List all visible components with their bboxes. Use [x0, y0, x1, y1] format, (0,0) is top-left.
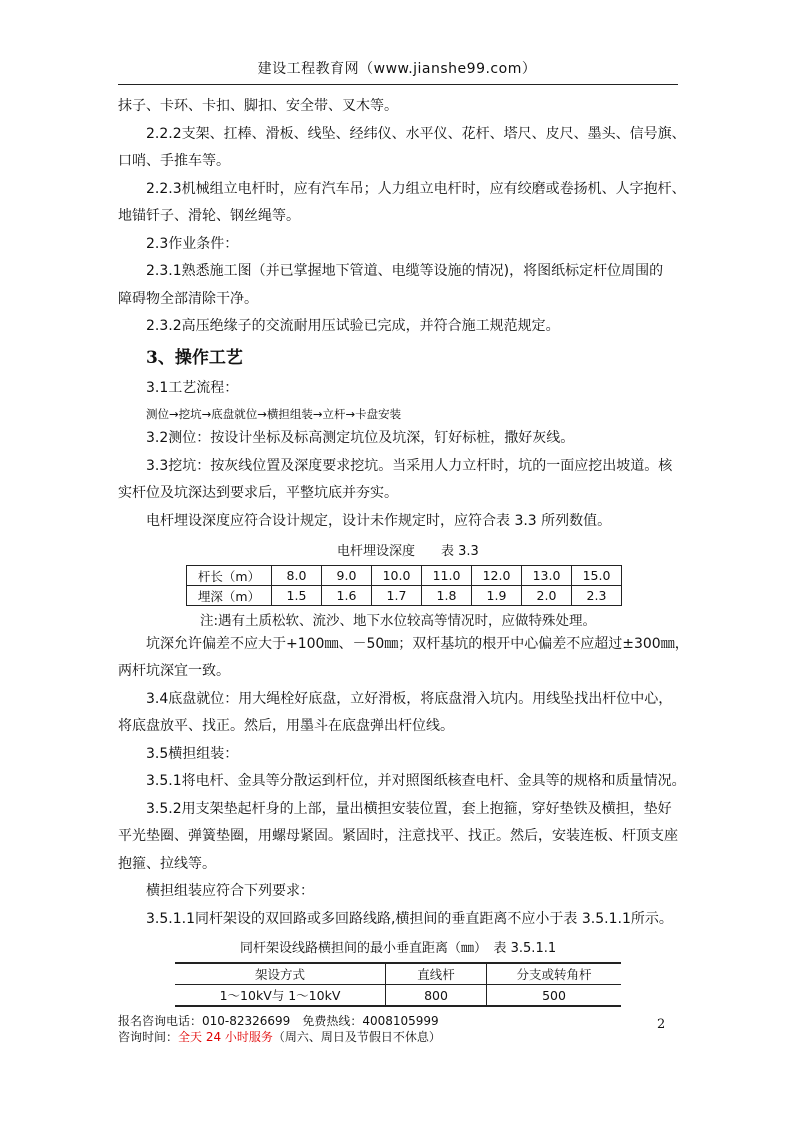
- table-cell: 1.7: [372, 586, 422, 606]
- paragraph: 障碍物全部清除干净。: [118, 291, 258, 307]
- section-heading: 3、操作工艺: [146, 348, 243, 368]
- paragraph: 抱箍、拉线等。: [118, 856, 216, 872]
- table-cell: 15.0: [572, 566, 622, 586]
- table-row: [187, 566, 622, 586]
- table-cell: 12.0: [472, 566, 522, 586]
- table-cell: 1.9: [472, 586, 522, 606]
- paragraph: 3.5.2用支架垫起杆身的上部，量出横担安装位置，套上抱箍，穿好垫铁及横担，垫好: [146, 801, 672, 817]
- table-cell: 13.0: [522, 566, 572, 586]
- page-number: 2: [657, 1017, 666, 1032]
- footer-hours-highlight: 全天 24 小时服务: [178, 1030, 273, 1044]
- table-caption: 电杆埋设深度 表 3.3: [337, 544, 479, 559]
- table-cell: 8.0: [272, 566, 322, 586]
- paragraph: 2.3作业条件：: [146, 236, 239, 252]
- table-cell: 11.0: [422, 566, 472, 586]
- row-label: 埋深（m）: [187, 586, 272, 606]
- footer-hours: [118, 1028, 441, 1045]
- table-cell: 1～10kV与 1～10kV: [175, 985, 386, 1007]
- paragraph: 2.2.2支架、扛棒、滑板、线坠、经纬仪、水平仪、花杆、塔尺、皮尺、墨头、信号旗、: [146, 126, 686, 142]
- paragraph: 2.3.1熟悉施工图（并已掌握地下管道、电缆等设施的情况)，将图纸标定杆位周围的: [146, 263, 664, 279]
- paragraph: 坑深允许偏差不应大于+100㎜、－50㎜；双杆基坑的根开中心偏差不应超过±300㎜，: [146, 636, 689, 652]
- table-cell: 10.0: [372, 566, 422, 586]
- table-header-row: [175, 963, 621, 985]
- process-flow: 测位→挖坑→底盘就位→横担组装→立杆→卡盘安装: [146, 407, 402, 421]
- paragraph: 地锚钎子、滑轮、钢丝绳等。: [118, 208, 300, 224]
- paragraph: 3.2测位：按设计坐标及标高测定坑位及坑深，钉好标桩，撒好灰线。: [146, 430, 575, 446]
- table-cell: 1.6: [322, 586, 372, 606]
- paragraph: 3.5.1.1同杆架设的双回路或多回路线路,横担间的垂直距离不应小于表 3.5.1.1所示。: [146, 911, 673, 927]
- table-row: [175, 985, 621, 1007]
- footer-hours-label: 咨询时间：: [118, 1030, 179, 1044]
- paragraph: 2.3.2高压绝缘子的交流耐用压试验已完成，并符合施工规范规定。: [146, 318, 560, 334]
- column-header: 直线杆: [386, 963, 487, 985]
- paragraph: 实杆位及坑深达到要求后，平整坑底并夯实。: [118, 485, 398, 501]
- page-header: 建设工程教育网（www.jianshe99.com）: [257, 61, 537, 77]
- paragraph: 将底盘放平、找正。然后，用墨斗在底盘弹出杆位线。: [118, 718, 454, 734]
- table-cell: 9.0: [322, 566, 372, 586]
- table-row: [187, 586, 622, 606]
- paragraph: 两杆坑深宜一致。: [118, 663, 230, 679]
- column-header: 架设方式: [175, 963, 386, 985]
- header-divider: [118, 84, 678, 85]
- paragraph: 3.5横担组装：: [146, 746, 239, 762]
- paragraph: 横担组装应符合下列要求：: [146, 883, 314, 899]
- paragraph: 3.3挖坑：按灰线位置及深度要求挖坑。当采用人力立杆时，坑的一面应挖出坡道。核: [146, 458, 673, 474]
- paragraph: 3.5.1将电杆、金具等分散运到杆位，并对照图纸核查电杆、金具等的规格和质量情况。: [146, 773, 686, 789]
- table-cell: 1.5: [272, 586, 322, 606]
- footer-hours-note: （周六、周日及节假日不休息）: [272, 1030, 441, 1044]
- column-header: 分支或转角杆: [487, 963, 622, 985]
- crossarm-spacing-table: [175, 962, 621, 1007]
- paragraph: 2.2.3机械组立电杆时，应有汽车吊；人力组立电杆时，应有绞磨或卷扬机、人字抱杆、: [146, 181, 686, 197]
- table-cell: 800: [386, 985, 487, 1007]
- table-note: 注:遇有土质松软、流沙、地下水位较高等情况时，应做特殊处理。: [200, 613, 597, 629]
- table-cell: 2.0: [522, 586, 572, 606]
- paragraph: 3.4底盘就位：用大绳栓好底盘，立好滑板，将底盘滑入坑内。用线坠找出杆位中心，: [146, 691, 673, 707]
- table-cell: 500: [487, 985, 622, 1007]
- paragraph: 电杆埋设深度应符合设计规定，设计未作规定时，应符合表 3.3 所列数值。: [146, 513, 612, 529]
- table-cell: 1.8: [422, 586, 472, 606]
- footer-contact: 报名咨询电话：010-82326699 免费热线：4008105999: [118, 1014, 439, 1028]
- table-caption: 同杆架设线路横担间的最小垂直距离（㎜） 表 3.5.1.1: [240, 941, 557, 956]
- paragraph: 3.1工艺流程：: [146, 380, 239, 396]
- table-cell: 2.3: [572, 586, 622, 606]
- row-label: 杆长（m）: [187, 566, 272, 586]
- paragraph: 抹子、卡环、卡扣、脚扣、安全带、叉木等。: [118, 98, 398, 114]
- paragraph: 口哨、手推车等。: [118, 153, 230, 169]
- burial-depth-table: [186, 565, 622, 606]
- paragraph: 平光垫圈、弹簧垫圈，用螺母紧固。紧固时，注意找平、找正。然后，安装连板、杆顶支座: [118, 828, 678, 844]
